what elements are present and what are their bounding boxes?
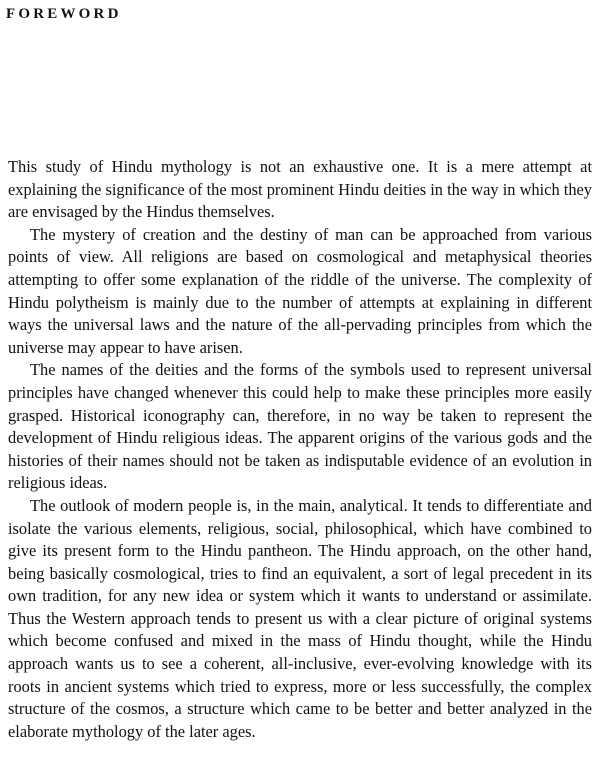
paragraph-1: This study of Hindu mythology is not an exhaustive one. It is a mere attempt at explaining the significance of the most prominent Hindu deities in the way in which they are envisaged by the Hindus themselves.: [8, 157, 592, 222]
paragraph-2: The mystery of creation and the destiny of man can be approached from various points of view. All religions are based on cosmological and metaphysical theories attempting to offer some explanation of the riddle of the universe. The complexity of Hindu polytheism is mainly due to the number of attempts at explaining in different ways the universal laws and the nature of the all-pervading principles from which the universe may appear to have arisen.: [8, 224, 592, 357]
paragraph-3: The names of the deities and the forms of the symbols used to represent universal principles have changed whenever this could help to make these principles more easily grasped. Historical iconography can, therefore, in no way be taken to represent the development of Hindu religious ideas. The apparent origins of the various gods and the histories of their names should not be taken as indisputable evidence of an evolution in religious ideas.: [8, 360, 592, 493]
section-heading: FOREWORD: [6, 6, 122, 22]
paragraph-4: The outlook of modern people is, in the main, analytical. It tends to differentiate and isolate the various elements, religious, social, philosophical, which have combined to give its present form to the Hindu pantheon. The Hindu approach, on the other hand, being basically cosmological, tries to find an equivalent, a sort of legal precedent in its own tradition, for any new idea or system which it wants to understand or assimilate. Thus the Western approach tends to present us with a clear picture of original systems which become confused and mixed in the mass of Hindu thought, while the Hindu approach wants us to see a coherent, all-inclusive, ever-evolving knowledge with its roots in ancient systems which tried to express, more or less successfully, the complex structure of the cosmos, a structure which came to be better and better analyzed in the elaborate mythology of the later ages.: [8, 495, 592, 741]
foreword-body: [8, 156, 592, 743]
